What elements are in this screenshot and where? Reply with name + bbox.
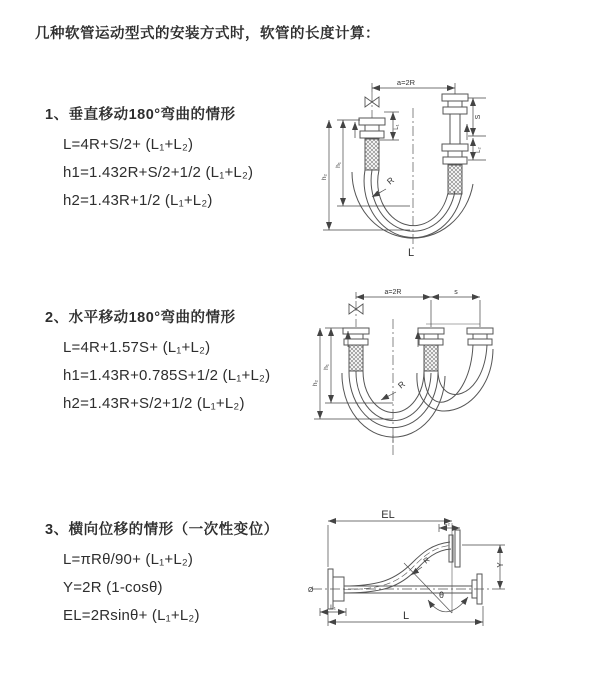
page-title: 几种软管运动型式的安装方式时，软管的长度计算：	[35, 26, 380, 42]
section-lateral-displacement	[45, 518, 279, 623]
formula-l: L=πRθ/90+ (L₁+L₂)	[63, 551, 194, 568]
section-vertical-movement	[45, 103, 253, 208]
horizontal-bend-diagram	[306, 283, 596, 468]
hose-drawing	[312, 523, 496, 613]
section-3-heading: 3、横向位移的情形（一次性变位）	[45, 522, 279, 538]
flange-assembly-2	[418, 328, 444, 371]
radius-leader	[372, 189, 386, 197]
formula-el: EL=2Rsinθ+ (L₁+L₂)	[63, 607, 200, 624]
displaced-hose-curve	[344, 542, 451, 593]
radius-label: R	[384, 174, 396, 187]
braided-section	[349, 345, 363, 371]
right-flange-assembly	[442, 94, 468, 194]
dim-l1-label: L₁	[394, 124, 400, 130]
dim-l2-label: L₂	[443, 520, 451, 527]
axis-mark: Ø	[308, 587, 314, 594]
flange-assembly-3	[467, 328, 493, 345]
hose-drawing	[342, 301, 493, 455]
formula-l: L=4R+1.57S+ (L₁+L₂)	[63, 339, 211, 356]
lateral-displacement-diagram	[300, 503, 600, 673]
upper-right-flange	[449, 530, 460, 567]
dim-y-label: Y	[496, 562, 505, 568]
dim-a2r-label: a=2R	[396, 78, 416, 87]
dimension-lines	[314, 292, 480, 419]
dim-s-label: s	[454, 289, 458, 296]
section-1-heading: 1、垂直移动180°弯曲的情形	[45, 107, 236, 123]
hose-drawing	[352, 92, 473, 252]
u-bend-curves	[342, 345, 493, 437]
dim-h1-label: h₁	[323, 364, 330, 370]
dim-a2r-label: a=2R	[384, 289, 402, 296]
braided-section	[365, 139, 379, 170]
formula-y: Y=2R (1-cosθ)	[63, 579, 163, 596]
dim-h2-label: h₂	[312, 379, 319, 387]
formula-h2: h2=1.43R+S/2+1/2 (L₁+L₂)	[63, 395, 245, 412]
dim-h2-label: h₂	[321, 173, 328, 181]
section-horizontal-movement	[45, 306, 270, 411]
formula-l: L=4R+S/2+ (L₁+L₂)	[63, 136, 194, 153]
formula-h2: h2=1.43R+1/2 (L₁+L₂)	[63, 192, 213, 209]
dim-el-label: EL	[381, 509, 395, 521]
formula-h1: h1=1.432R+S/2+1/2 (L₁+L₂)	[63, 164, 254, 181]
dim-l-label: L	[402, 610, 410, 622]
braided-section	[448, 165, 462, 194]
flange-assembly-1	[343, 328, 369, 371]
dim-s-label: S	[475, 114, 482, 120]
radius-label: R	[421, 555, 432, 566]
formula-h1: h1=1.43R+0.785S+1/2 (L₁+L₂)	[63, 367, 271, 384]
dim-l2-label: L₂	[476, 147, 482, 153]
left-flange-assembly	[359, 118, 385, 170]
dim-l-label: L	[407, 247, 415, 259]
radius-construction-line	[404, 563, 452, 613]
dim-h1-label: h₁	[335, 162, 342, 168]
vertical-bend-diagram	[310, 72, 600, 262]
section-2-heading: 2、水平移动180°弯曲的情形	[45, 310, 236, 326]
angle-arc	[428, 597, 468, 612]
dim-l1-label: L₁	[330, 604, 336, 611]
radius-label: R	[395, 378, 407, 391]
braided-section	[424, 345, 438, 371]
radius-leader	[381, 392, 396, 400]
radius-leader	[411, 567, 422, 575]
theta-label: θ	[439, 590, 445, 600]
dimension-labels	[312, 289, 458, 391]
